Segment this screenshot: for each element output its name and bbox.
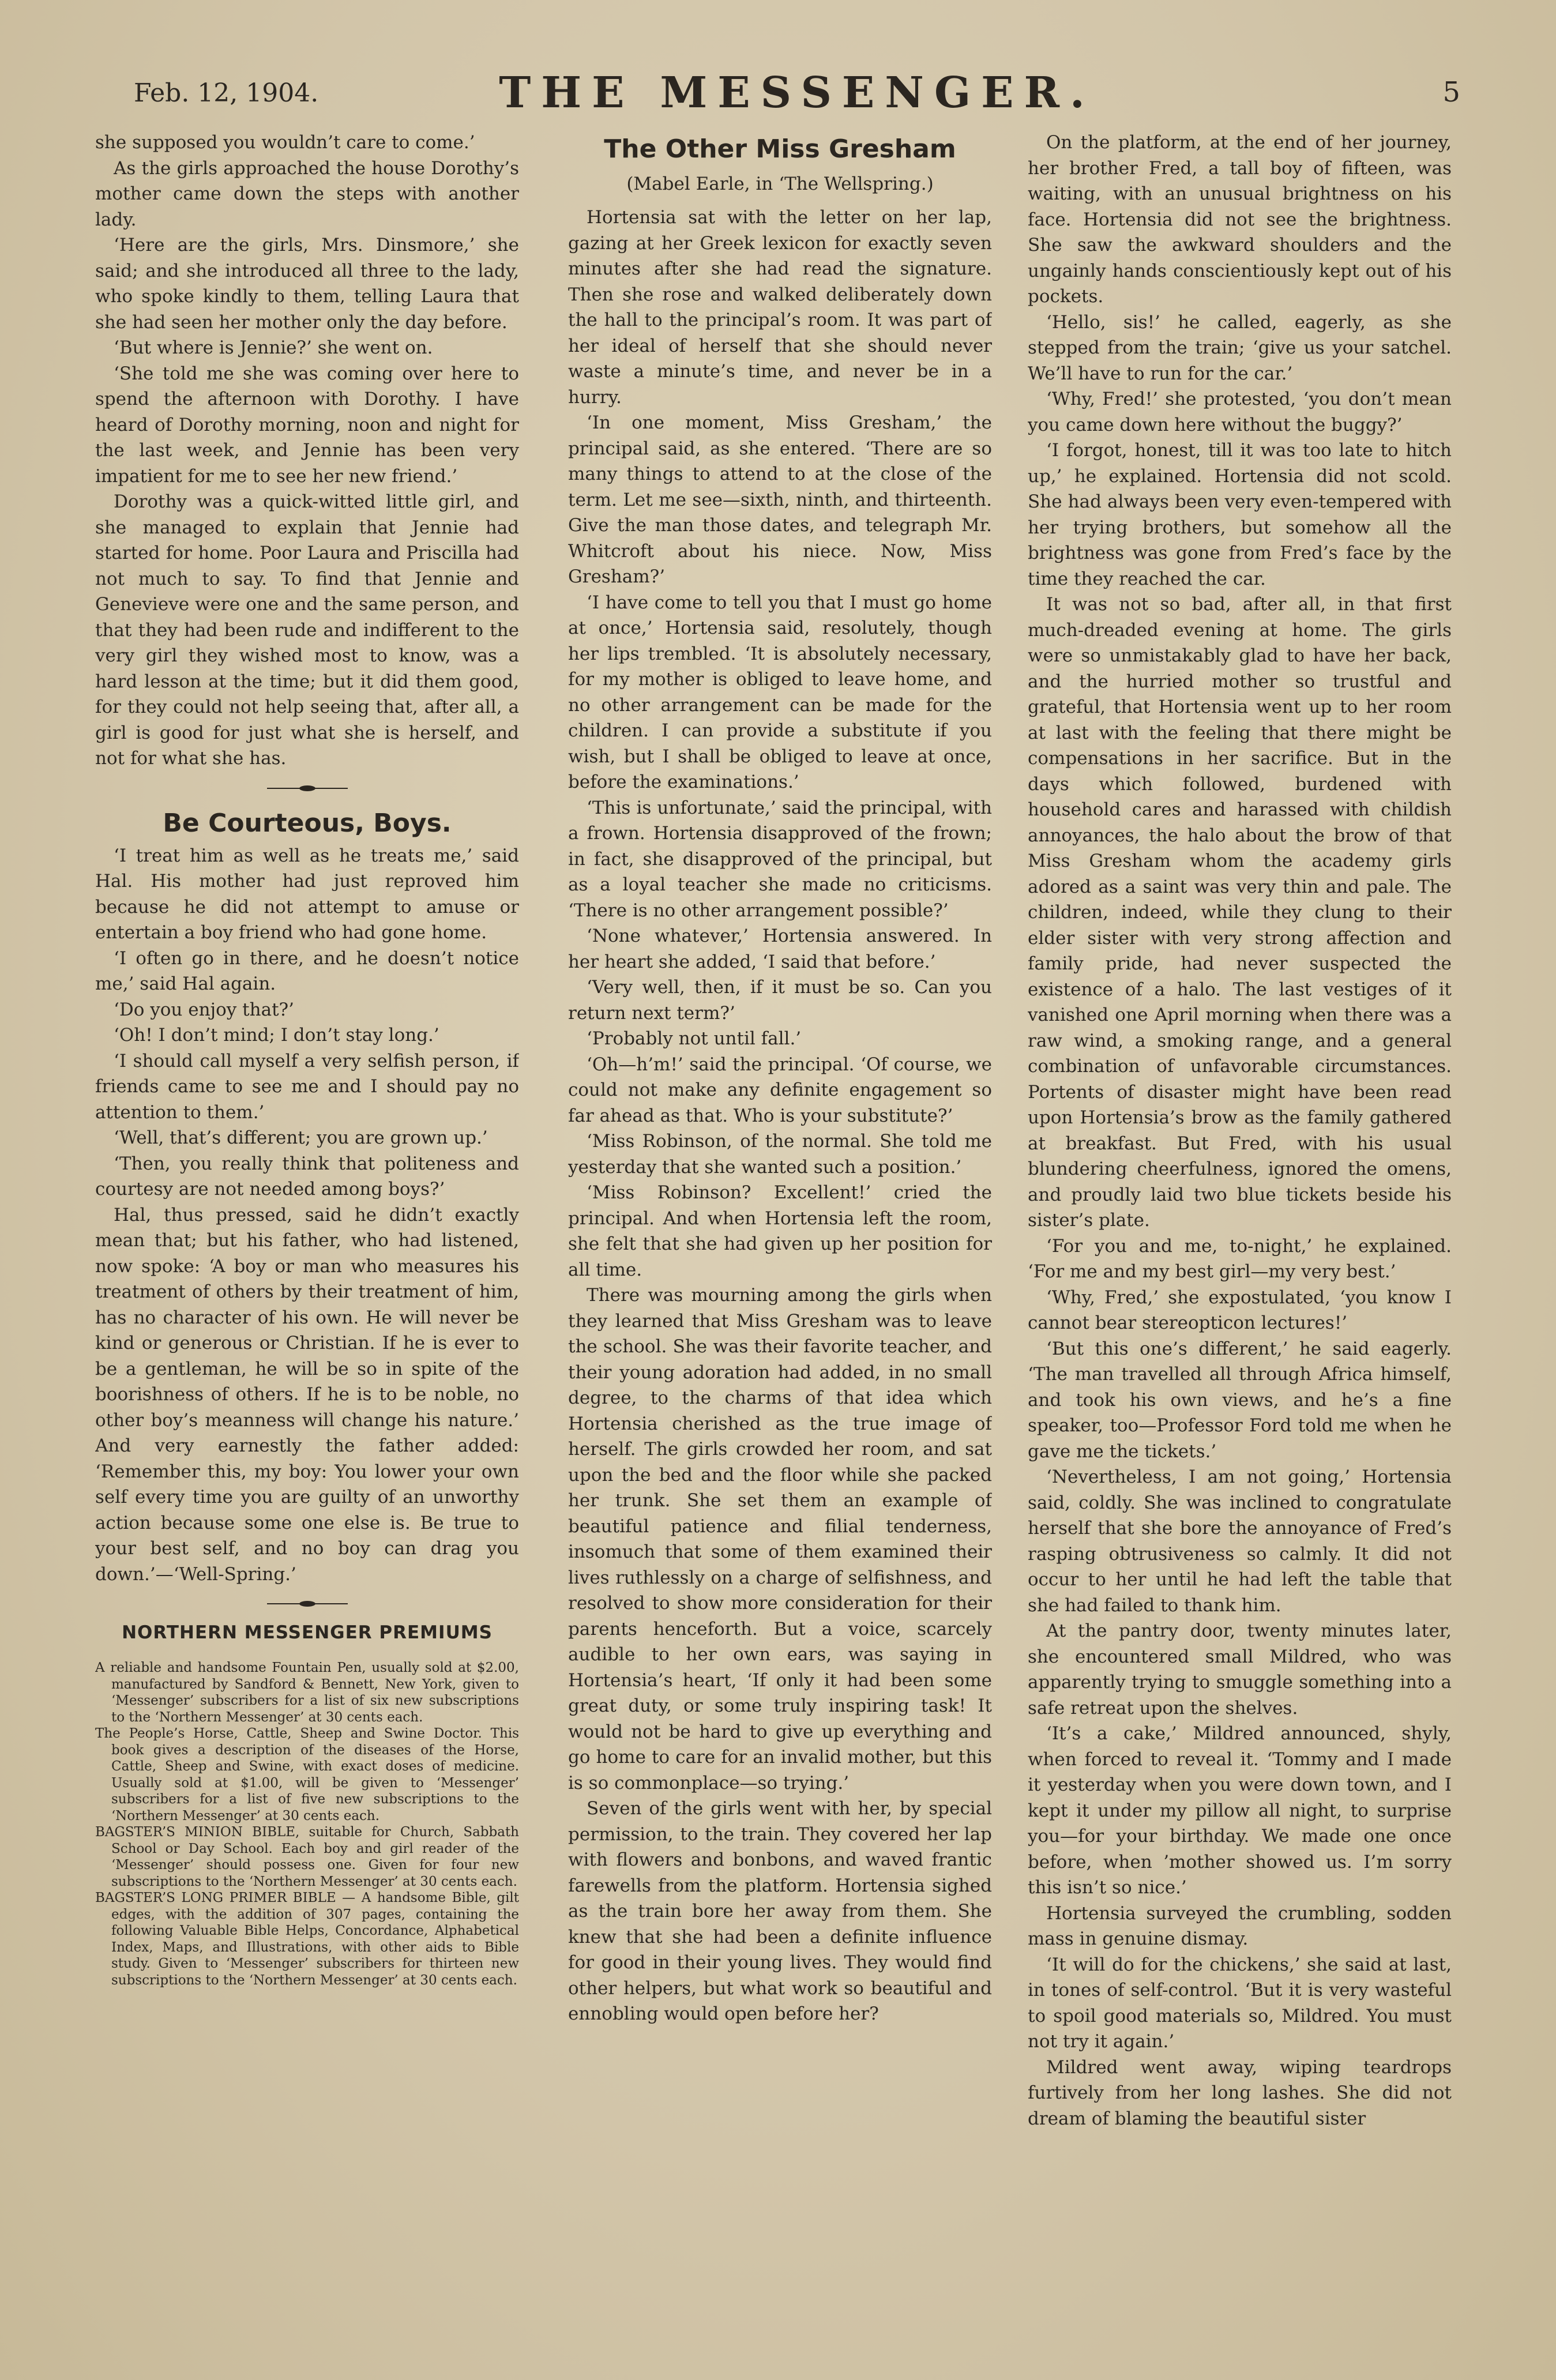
- article-paragraph: ‘In one moment, Miss Gresham,’ the principal said, as she entered. ‘There are so many things to attend to at the close of the term. Let me see—sixth, ninth, and thirteenth. Give the man those dates, and telegraph Mr. Whitcroft about his niece. Now, Miss Gresham?’: [568, 412, 992, 587]
- article-paragraph: Hal, thus pressed, said he didn’t exactly mean that; but his father, who had listened, now spoke: ‘A boy or man who measures his treatment of others by their treatment of him, has no character of his own. He will never be kind or generous or Christian. If he is ever to be a gentleman, he will be so in spite of the boorishness of others. If he is to be noble, no other boy’s meanness will change his nature.’ And very earnestly the father added: ‘Remember this, my boy: You lower your own self every time you are guilty of an unworthy action because some one else is. Be true to your best self, and no boy can drag you down.’—‘Well-Spring.’: [95, 1204, 519, 1585]
- article-paragraph: Mildred went away, wiping teardrops furtively from her long lashes. She did not dream of blaming the beautiful sister: [1028, 2056, 1452, 2129]
- article-paragraph: ‘Nevertheless, I am not going,’ Hortensia said, coldly. She was inclined to congratulate herself that she bore the annoyance of Fred’s rasping obtrusiveness so calmly. It did not occur to her until he had left the table that she had failed to thank him.: [1028, 1467, 1452, 1616]
- article-paragraph: she supposed you wouldn’t care to come.’: [95, 132, 475, 153]
- section-divider: [267, 784, 348, 792]
- article-paragraph: On the platform, at the end of her journey, her brother Fred, a tall boy of fifteen, was waiting, with an unusual brightness on his face. Hortensia did not see the brightness. She saw the awkward shoulders and the ungainly hands conscientiously kept out of his pockets.: [1028, 132, 1452, 307]
- article-paragraph: ‘Well, that’s different; you are grown up.’: [114, 1127, 488, 1148]
- article-paragraph: As the girls approached the house Dorothy’s mother came down the steps with another lady.: [95, 157, 519, 230]
- article-paragraph: ‘Oh! I don’t mind; I don’t stay long.’: [114, 1025, 439, 1046]
- masthead: [134, 68, 1460, 131]
- article-byline: (Mabel Earle, in ‘The Wellspring.): [626, 174, 934, 194]
- article-heading-courteous: Be Courteous, Boys.: [163, 808, 452, 838]
- article-paragraph: ‘I treat him as well as he treats me,’ said Hal. His mother had just reproved him because he did not attempt to amuse or entertain a boy friend who had gone home.: [95, 845, 519, 943]
- article-paragraph: ‘I have come to tell you that I must go home at once,’ Hortensia said, resolutely, though her lips trembled. ‘It is absolutely necessary, for my mother is obliged to leave home, and no other arrangement can be made for the children. I can provide a substitute if you wish, but I shall be obliged to leave at once, before the examinations.’: [568, 592, 992, 792]
- article-paragraph: ‘Miss Robinson? Excellent!’ cried the principal. And when Hortensia left the room, she felt that she had given up her position for all time.: [568, 1182, 992, 1280]
- premium-item: BAGSTER’S MINION BIBLE, suitable for Church, Sabbath School or Day School. Each boy and girl reader of the ‘Messenger’ should possess one. Given for four new subscriptions to the ‘Northern Messenger’ at 30 cents each.: [95, 1825, 519, 1889]
- article-paragraph: ‘Oh—h’m!’ said the principal. ‘Of course, we could not make any definite engagement so far ahead as that. Who is your substitute?’: [568, 1054, 992, 1126]
- newspaper-title: THE MESSENGER.: [499, 68, 1095, 118]
- article-paragraph: ‘But this one’s different,’ he said eagerly. ‘The man travelled all through Africa himself, and took his own views, and he’s a fine speaker, too—Professor Ford told me when he gave me the tickets.’: [1028, 1338, 1452, 1462]
- article-paragraph: ‘Here are the girls, Mrs. Dinsmore,’ she said; and she introduced all three to the lady, who spoke kindly to them, telling Laura that she had seen her mother only the day before.: [95, 235, 519, 333]
- article-paragraph: ‘Hello, sis!’ he called, eagerly, as she stepped from the train; ‘give us your satchel. We’ll have to run for the car.’: [1028, 311, 1452, 384]
- page-number: 5: [1442, 76, 1460, 108]
- section-divider: [267, 1600, 348, 1608]
- article-paragraph: At the pantry door, twenty minutes later, she encountered small Mildred, who was apparently trying to smuggle something into a safe retreat upon the shelves.: [1028, 1620, 1452, 1719]
- article-paragraph: ‘For you and me, to-night,’ he explained. ‘For me and my best girl—my very best.’: [1028, 1235, 1452, 1282]
- article-paragraph: Dorothy was a quick-witted little girl, and she managed to explain that Jennie had started for home. Poor Laura and Priscilla had not much to say. To find that Jennie and Genevieve were one and the same person, and that they had been rude and indifferent to the very girl they wished most to know, was a hard lesson at the time; but it did them good, for they could not help seeing that, after all, a girl is good for just what she is herself, and not for what she has.: [95, 491, 519, 769]
- article-paragraph: ‘Why, Fred!’ she protested, ‘you don’t mean you came down here without the buggy?’: [1028, 389, 1452, 435]
- issue-date: Feb. 12, 1904.: [134, 78, 319, 108]
- left-column: [95, 130, 519, 2362]
- article-paragraph: ‘Then, you really think that politeness and courtesy are not needed among boys?’: [95, 1153, 519, 1200]
- article-paragraph: ‘Do you enjoy that?’: [114, 999, 295, 1020]
- middle-column: [568, 130, 992, 2362]
- article-paragraph: There was mourning among the girls when they learned that Miss Gresham was to leave the school. She was their favorite teacher, and their young adoration had added, in no small degree, to the charms of that idea which Hortensia cherished as the true image of herself. The girls crowded her room, and sat upon the bed and the floor while she packed her trunk. She set them an example of beautiful patience and filial tenderness, insomuch that some of them examined their lives ruthlessly on a charge of selfishness, and resolved to show more consideration for their parents henceforth. But a voice, scarcely audible to her own ears, was saying in Hortensia’s heart, ‘If only it had been some great duty, or some truly inspiring task! It would not be hard to give up everything and go home to care for an invalid mother, but this is so commonplace—so trying.’: [568, 1285, 992, 1794]
- article-paragraph: ‘Probably not until fall.’: [587, 1028, 802, 1049]
- article-paragraph: ‘I often go in there, and he doesn’t notice me,’ said Hal again.: [95, 948, 519, 994]
- article-heading-gresham: The Other Miss Gresham: [604, 134, 956, 164]
- right-column: [1028, 130, 1452, 2362]
- article-paragraph: ‘This is unfortunate,’ said the principal, with a frown. Hortensia disapproved of the frown; in fact, she disapproved of the principal, but as a loyal teacher she made no criticisms. ‘There is no other arrangement possible?’: [568, 797, 992, 921]
- premiums-heading: NORTHERN MESSENGER PREMIUMS: [122, 1622, 493, 1643]
- article-paragraph: ‘None whatever,’ Hortensia answered. In her heart she added, ‘I said that before.’: [568, 926, 992, 972]
- premium-item: BAGSTER’S LONG PRIMER BIBLE — A handsome Bible, gilt edges, with the addition of 307 pages, containing the following Valuable Bible Helps, Concordance, Alphabetical Index, Maps, and Illustrations, with other aids to Bible study. Given to ‘Messenger’ subscribers for thirteen new subscriptions to the ‘Northern Messenger’ at 30 cents each.: [95, 1890, 519, 1988]
- article-paragraph: Seven of the girls went with her, by special permission, to the train. They covered her lap with flowers and bonbons, and waved frantic farewells from the platform. Hortensia sighed as the train bore her away from them. She knew that she had been a definite influence for good in their young lives. They would find other helpers, but what work so beautiful and ennobling would open before her?: [568, 1798, 992, 2024]
- article-paragraph: ‘It’s a cake,’ Mildred announced, shyly, when forced to reveal it. ‘Tommy and I made it yesterday when you were down town, and I kept it under my pillow all night, to surprise you—for your birthday. We made one once before, when ’mother showed us. I’m sorry this isn’t so nice.’: [1028, 1723, 1452, 1898]
- article-paragraph: ‘Miss Robinson, of the normal. She told me yesterday that she wanted such a position.’: [568, 1131, 992, 1178]
- article-paragraph: ‘But where is Jennie?’ she went on.: [114, 337, 433, 358]
- premium-item: The People’s Horse, Cattle, Sheep and Swine Doctor. This book gives a description of the diseases of the Horse, Cattle, Sheep and Swine, with exact doses of medicine. Usually sold at $1.00, will be given to ‘Messenger’ subscribers for a list of five new subscriptions to the ‘Northern Messenger’ at 30 cents each.: [95, 1726, 519, 1823]
- article-paragraph: Hortensia surveyed the crumbling, sodden mass in genuine dismay.: [1028, 1903, 1452, 1949]
- article-paragraph: It was not so bad, after all, in that first much-dreaded evening at home. The girls were so unmistakably glad to have her back, and the hurried mother so trustful and grateful, that Hortensia went up to her room at last with the feeling that there might be compensations in her sacrifice. But in the days which followed, burdened with household cares and harassed with childish annoyances, the halo about the brow of that Miss Gresham whom the academy girls adored as a saint was very thin and pale. The children, indeed, while they clung to their elder sister with very strong affection and family pride, had never suspected the existence of a halo. The last vestiges of it vanished one April morning when there was a raw wind, a smoking range, and a general combination of unfavorable circumstances. Portents of disaster might have been read upon Hortensia’s brow as the family gathered at breakfast. But Fred, with his usual blundering cheerfulness, ignored the omens, and proudly laid two blue tickets beside his sister’s plate.: [1028, 594, 1452, 1231]
- article-paragraph: ‘It will do for the chickens,’ she said at last, in tones of self-control. ‘But it is very wasteful to spoil good materials so, Mildred. You must not try it again.’: [1028, 1954, 1452, 2052]
- article-paragraph: ‘She told me she was coming over here to spend the afternoon with Dorothy. I have heard of Dorothy morning, noon and night for the last week, and Jennie has been very impatient for me to see her new friend.’: [95, 363, 519, 487]
- article-paragraph: ‘Very well, then, if it must be so. Can you return next term?’: [568, 977, 992, 1024]
- premium-item: A reliable and handsome Fountain Pen, usually sold at $2.00, manufactured by Sandford & Bennett, New York, given to ‘Messenger’ subscribers for a list of six new subscriptions to the ‘Northern Messenger’ at 30 cents each.: [95, 1660, 519, 1725]
- article-paragraph: ‘I should call myself a very selfish person, if friends came to see me and I should pay no attention to them.’: [95, 1050, 519, 1123]
- article-paragraph: ‘Why, Fred,’ she expostulated, ‘you know I cannot bear stereopticon lectures!’: [1028, 1287, 1452, 1333]
- article-paragraph: Hortensia sat with the letter on her lap, gazing at her Greek lexicon for exactly seven minutes after she had read the signature. Then she rose and walked deliberately down the hall to the principal’s room. It was part of her ideal of herself that she should never waste a minute’s time, and never be in a hurry.: [568, 207, 992, 408]
- article-paragraph: ‘I forgot, honest, till it was too late to hitch up,’ he explained. Hortensia did not scold. She had always been very even-tempered with her trying brothers, but somehow all the brightness was gone from Fred’s face by the time they reached the car.: [1028, 440, 1452, 589]
